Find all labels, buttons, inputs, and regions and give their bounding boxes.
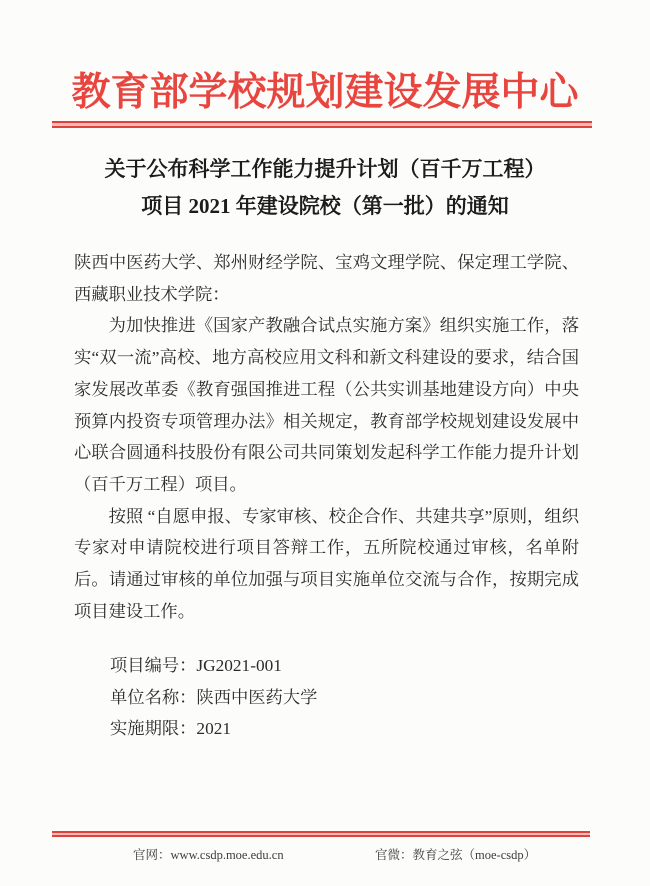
footer-website bbox=[133, 846, 284, 864]
document-title bbox=[0, 151, 650, 225]
letterhead-org-name: 教育部学校规划建设发展中心 bbox=[71, 71, 579, 114]
document-title-line2: 项目 2021 年建设院校（第一批）的通知 bbox=[141, 194, 509, 218]
field-project-number-label: 项目编号： bbox=[110, 656, 197, 675]
project-info-fields bbox=[110, 650, 317, 745]
field-implementation-period-value: 2021 bbox=[196, 719, 231, 738]
field-unit-name-label: 单位名称： bbox=[110, 687, 197, 707]
field-unit-name bbox=[110, 682, 317, 714]
field-implementation-period-label: 实施期限： bbox=[110, 719, 197, 738]
footer-wechat-label: 官微： bbox=[375, 848, 413, 862]
field-project-number bbox=[110, 650, 317, 682]
footer-website-label: 官网： bbox=[133, 848, 171, 862]
salutation-recipients: 陕西中医药大学、郑州财经学院、宝鸡文理学院、保定理工学院、西藏职业技术学院： bbox=[74, 253, 579, 304]
footer-wechat-value: 教育之弦（moe-csdp） bbox=[412, 848, 537, 862]
document-title-line1: 关于公布科学工作能力提升计划（百千万工程） bbox=[104, 157, 546, 181]
field-project-number-value: JG2021-001 bbox=[196, 656, 282, 675]
field-unit-name-value: 陕西中医药大学 bbox=[196, 687, 318, 707]
paragraph-project-background: 为加快推进《国家产教融合试点实施方案》组织实施工作，落实“双一流”高校、地方高校应用文科和新文科建设的要求，结合国家发展改革委《教育强国推进工程（公共实训基地建设方向）中央预算内投资专项管理办法》相关规定，教育部学校规划建设发展中心联合圆通科技股份有限公司共同策划发起科学工作能力提升计划（百千万工程）项目。 bbox=[74, 316, 579, 494]
paragraph-review-result: 按照 “自愿申报、专家审核、校企合作、共建共享”原则，组织专家对申请院校进行项目答辩工作，五所院校通过审核，名单附后。请通过审核的单位加强与项目实施单位交流与合作，按期完成项目建设工作。 bbox=[74, 506, 579, 621]
footer-wechat bbox=[375, 846, 536, 864]
document-body bbox=[74, 247, 579, 627]
footer-divider-rule bbox=[52, 831, 590, 837]
field-implementation-period bbox=[110, 713, 317, 745]
letterhead-divider-rule bbox=[52, 121, 592, 128]
footer-website-url: www.csdp.moe.edu.cn bbox=[170, 848, 284, 862]
